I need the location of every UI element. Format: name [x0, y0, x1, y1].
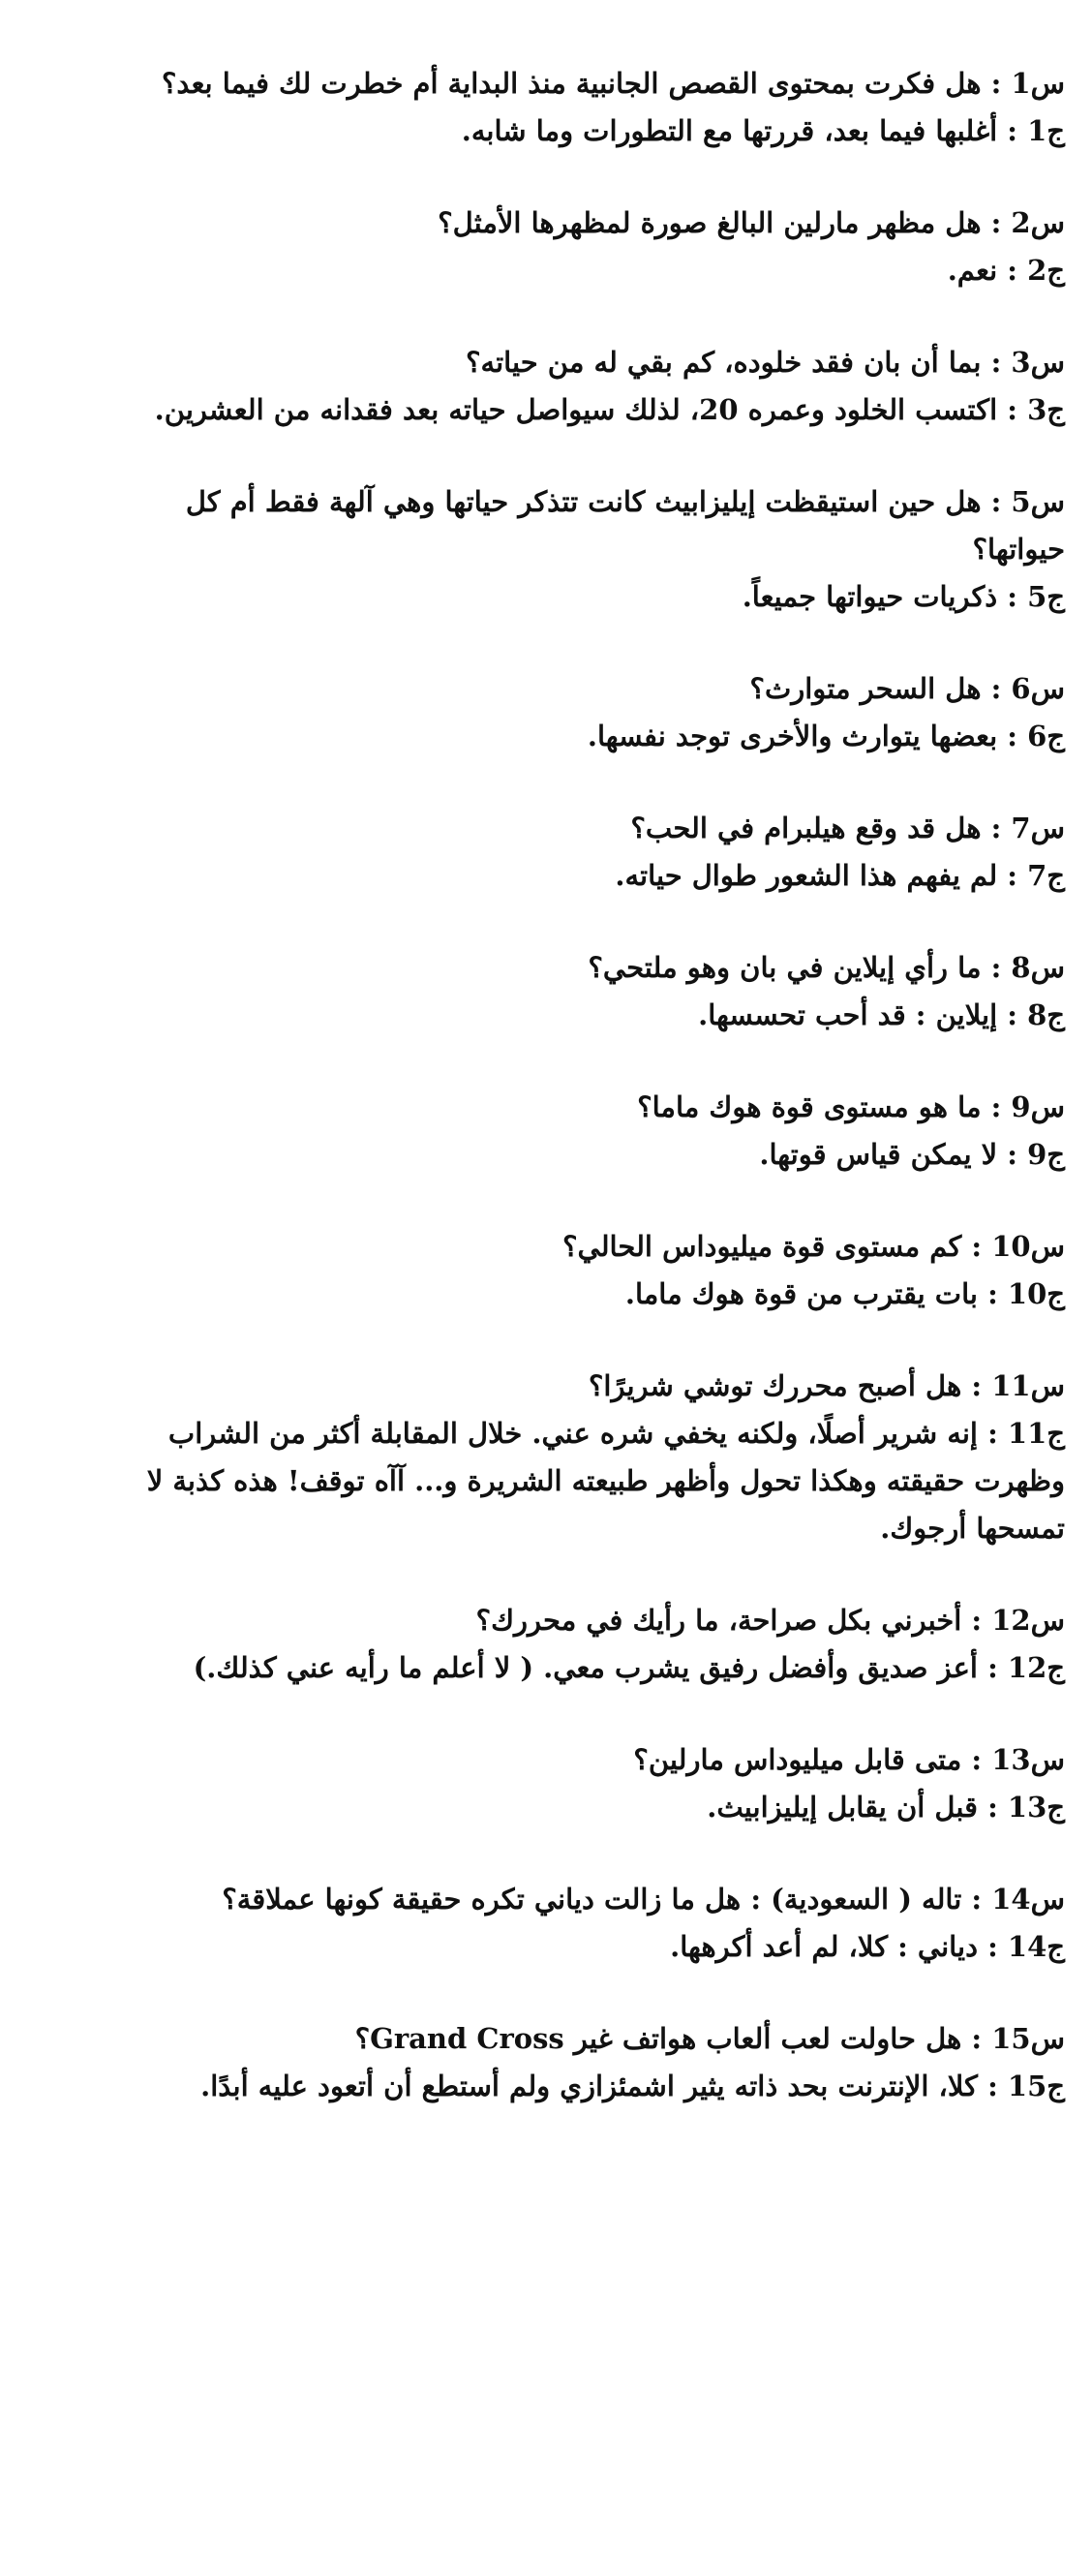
- separator: :: [997, 998, 1028, 1031]
- question-text: أخبرني بكل صراحة، ما رأيك في محررك؟: [475, 1604, 962, 1637]
- qa-pair: [87, 805, 1065, 900]
- question-number: س13: [991, 1743, 1065, 1776]
- answer-number: ج6: [1027, 720, 1065, 752]
- answer-text: اكتسب الخلود وعمره 20، لذلك سيواصل حياته بعد فقدانه من العشرين.: [154, 393, 998, 426]
- question-number: س15: [991, 2022, 1065, 2055]
- answer-line: [87, 852, 1065, 900]
- question-text: كم مستوى قوة ميليوداس الحالي؟: [562, 1230, 962, 1263]
- separator: :: [961, 1743, 992, 1776]
- separator: :: [978, 2070, 1008, 2102]
- separator: :: [981, 206, 1012, 239]
- answer-line: [87, 386, 1065, 434]
- question-line: [87, 805, 1065, 852]
- answer-number: ج7: [1027, 859, 1065, 892]
- question-text: هل حاولت لعب ألعاب هواتف غير Grand Cross؟: [354, 2022, 962, 2055]
- question-text: هل حين استيقظت إيليزابيث كانت تتذكر حياتها وهي آلهة فقط أم كل حيواتها؟: [185, 485, 1065, 566]
- answer-number: ج11: [1007, 1417, 1065, 1450]
- answer-line: [87, 1644, 1065, 1692]
- question-line: [87, 944, 1065, 992]
- qa-pair: [87, 1736, 1065, 1831]
- answer-text: أعز صديق وأفضل رفيق يشرب معي. ( لا أعلم ما رأيه عني كذلك.): [193, 1651, 978, 1684]
- question-line: [87, 1084, 1065, 1131]
- question-text: هل السحر متوارث؟: [749, 672, 982, 705]
- question-line: [87, 199, 1065, 247]
- answer-text: لم يفهم هذا الشعور طوال حياته.: [615, 859, 998, 892]
- question-line: [87, 1876, 1065, 1923]
- answer-text: كلا، الإنترنت بحد ذاته يثير اشمئزازي ولم أستطع أن أتعود عليه أبدًا.: [200, 2070, 978, 2102]
- qa-pair: [87, 1084, 1065, 1179]
- question-line: [87, 1736, 1065, 1784]
- separator: :: [997, 1138, 1028, 1171]
- separator: :: [981, 951, 1012, 984]
- question-text: هل أصبح محررك توشي شريرًا؟: [589, 1369, 962, 1402]
- qa-pair: [87, 2015, 1065, 2110]
- question-number: س6: [1011, 672, 1065, 705]
- separator: :: [978, 1651, 1008, 1684]
- answer-line: [87, 1410, 1065, 1552]
- separator: :: [981, 672, 1012, 705]
- answer-text: نعم.: [947, 254, 998, 287]
- question-line: [87, 1363, 1065, 1410]
- question-text: ما رأي إيلاين في بان وهو ملتحي؟: [588, 951, 982, 984]
- answer-line: [87, 1923, 1065, 1971]
- answer-number: ج15: [1007, 2070, 1065, 2102]
- answer-line: [87, 713, 1065, 760]
- separator: :: [981, 485, 1012, 518]
- question-line: [87, 665, 1065, 713]
- separator: :: [978, 1791, 1008, 1824]
- qa-pair: [87, 60, 1065, 155]
- answer-number: ج2: [1027, 254, 1065, 287]
- separator: :: [961, 1369, 992, 1402]
- answer-text: إيلاين : قد أحب تحسسها.: [698, 998, 998, 1031]
- answer-line: [87, 992, 1065, 1039]
- question-number: س10: [991, 1230, 1065, 1263]
- qa-pair: [87, 1363, 1065, 1552]
- qa-pair: [87, 1223, 1065, 1318]
- answer-text: أغلبها فيما بعد، قررتها مع التطورات وما شابه.: [461, 114, 998, 147]
- qa-document: [87, 60, 1065, 2155]
- answer-number: ج14: [1007, 1930, 1065, 1963]
- answer-text: ذكريات حيواتها جميعاً.: [742, 580, 998, 613]
- separator: :: [981, 1090, 1012, 1123]
- question-number: س3: [1011, 346, 1065, 379]
- answer-number: ج12: [1007, 1651, 1065, 1684]
- qa-pair: [87, 1876, 1065, 1971]
- separator: :: [981, 812, 1012, 844]
- qa-pair: [87, 944, 1065, 1039]
- question-line: [87, 1597, 1065, 1644]
- separator: :: [978, 1277, 1008, 1310]
- qa-pair: [87, 665, 1065, 760]
- question-number: س12: [991, 1604, 1065, 1637]
- question-number: س9: [1011, 1090, 1065, 1123]
- separator: :: [961, 1883, 992, 1916]
- answer-line: [87, 247, 1065, 294]
- answer-line: [87, 1131, 1065, 1179]
- question-line: [87, 339, 1065, 386]
- question-line: [87, 2015, 1065, 2063]
- separator: :: [981, 67, 1012, 100]
- answer-line: [87, 1784, 1065, 1831]
- question-number: س7: [1011, 812, 1065, 844]
- answer-text: قبل أن يقابل إيليزابيث.: [707, 1791, 978, 1824]
- answer-text: بات يقترب من قوة هوك ماما.: [624, 1277, 978, 1310]
- question-number: س2: [1011, 206, 1065, 239]
- question-number: س11: [991, 1369, 1065, 1402]
- answer-number: ج3: [1027, 393, 1065, 426]
- separator: :: [961, 1604, 992, 1637]
- question-text: تاله ( السعودية) : هل ما زالت دياني تكره حقيقة كونها عملاقة؟: [222, 1883, 962, 1916]
- question-line: [87, 478, 1065, 573]
- qa-pair: [87, 478, 1065, 621]
- answer-text: لا يمكن قياس قوتها.: [759, 1138, 998, 1171]
- question-line: [87, 1223, 1065, 1271]
- separator: :: [997, 859, 1028, 892]
- answer-number: ج8: [1027, 998, 1065, 1031]
- qa-pair: [87, 339, 1065, 434]
- answer-number: ج5: [1027, 580, 1065, 613]
- question-number: س5: [1011, 485, 1065, 518]
- separator: :: [961, 2022, 992, 2055]
- separator: :: [978, 1417, 1008, 1450]
- answer-line: [87, 2063, 1065, 2110]
- answer-number: ج1: [1027, 114, 1065, 147]
- question-text: ما هو مستوى قوة هوك ماما؟: [637, 1090, 982, 1123]
- separator: :: [997, 720, 1028, 752]
- answer-number: ج9: [1027, 1138, 1065, 1171]
- question-number: س8: [1011, 951, 1065, 984]
- answer-text: إنه شرير أصلًا، ولكنه يخفي شره عني. خلال المقابلة أكثر من الشراب وظهرت حقيقته وهكذا تحول وأظهر طبيعته الشريرة و... آآه توقف! هذه كذبة لا تمسحها أرجوك.: [146, 1417, 1065, 1545]
- answer-number: ج10: [1007, 1277, 1065, 1310]
- separator: :: [997, 114, 1028, 147]
- separator: :: [961, 1230, 992, 1263]
- answer-line: [87, 107, 1065, 155]
- separator: :: [997, 580, 1028, 613]
- qa-pair: [87, 199, 1065, 294]
- separator: :: [978, 1930, 1008, 1963]
- question-text: متى قابل ميليوداس مارلين؟: [633, 1743, 962, 1776]
- question-number: س1: [1011, 67, 1065, 100]
- question-number: س14: [991, 1883, 1065, 1916]
- separator: :: [997, 393, 1028, 426]
- question-text: هل مظهر مارلين البالغ صورة لمظهرها الأمثل؟: [438, 206, 982, 239]
- qa-pair: [87, 1597, 1065, 1692]
- separator: :: [981, 346, 1012, 379]
- question-text: بما أن بان فقد خلوده، كم بقي له من حياته؟: [466, 346, 982, 379]
- question-line: [87, 60, 1065, 107]
- answer-text: دياني : كلا، لم أعد أكرهها.: [670, 1930, 978, 1963]
- answer-text: بعضها يتوارث والأخرى توجد نفسها.: [587, 720, 998, 752]
- question-text: هل فكرت بمحتوى القصص الجانبية منذ البداية أم خطرت لك فيما بعد؟: [161, 67, 982, 100]
- separator: :: [997, 254, 1028, 287]
- answer-line: [87, 1271, 1065, 1318]
- answer-number: ج13: [1007, 1791, 1065, 1824]
- question-text: هل قد وقع هيلبرام في الحب؟: [630, 812, 982, 844]
- answer-line: [87, 573, 1065, 621]
